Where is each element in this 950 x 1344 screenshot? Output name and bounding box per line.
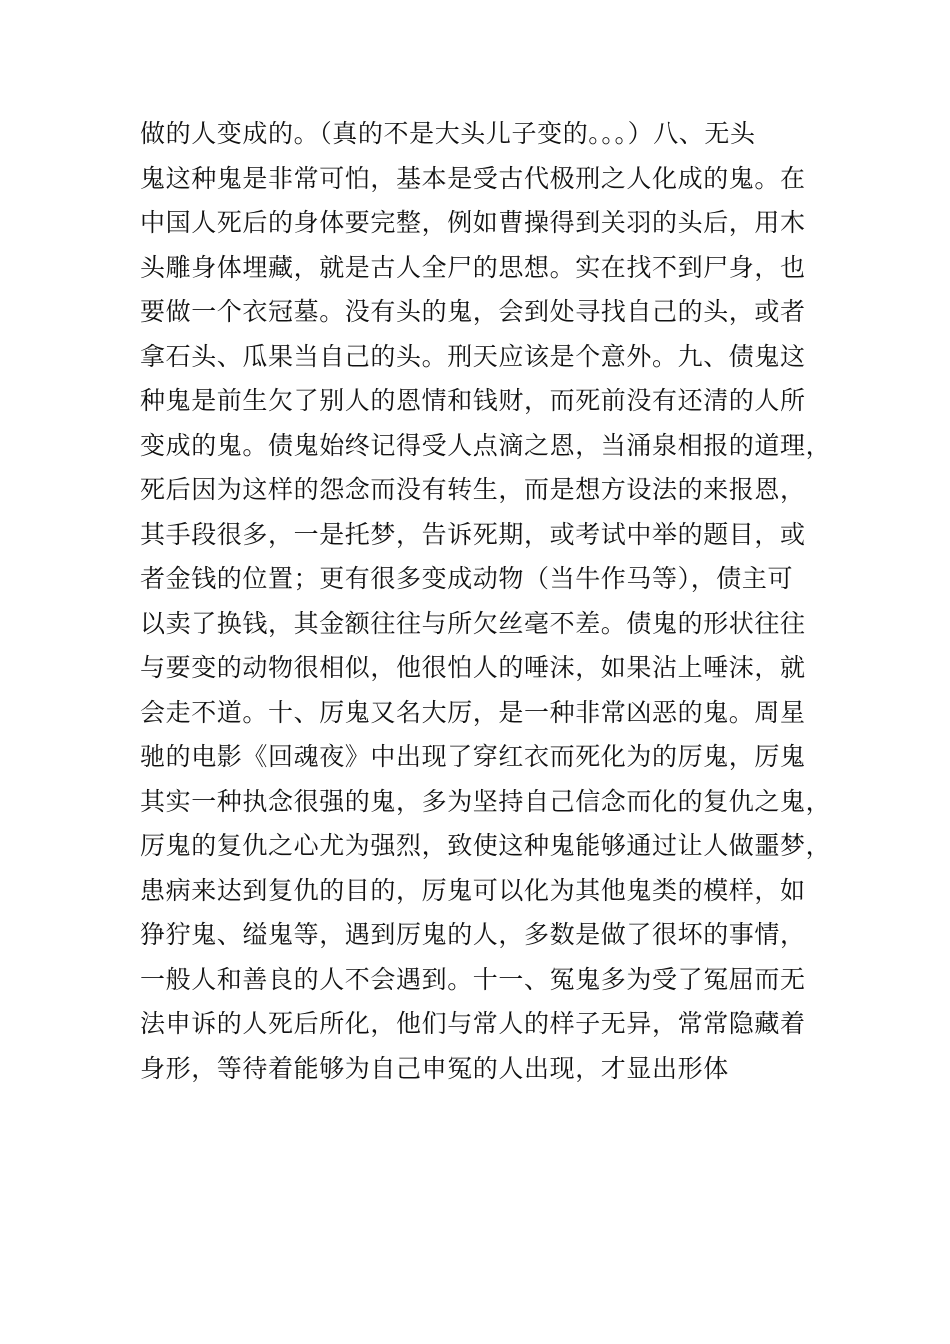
text-line: 身形，等待着能够为自己申冤的人出现，才显出形体 [140,1053,729,1083]
text-line: 患病来达到复仇的目的，厉鬼可以化为其他鬼类的模样，如 [140,875,806,905]
text-line: 做的人变成的。（真的不是大头儿子变的。。。）八、无头 [140,119,756,148]
text-line: 狰狞鬼、缢鬼等，遇到厉鬼的人，多数是做了很坏的事情， [140,920,806,949]
text-line: 一般人和善良的人不会遇到。十一、冤鬼多为受了冤屈而无 [140,964,806,994]
text-line: 死后因为这样的怨念而没有转生，而是想方设法的来报恩， [140,475,806,504]
text-line: 鬼这种鬼是非常可怕，基本是受古代极刑之人化成的鬼。在 [140,163,806,193]
text-line: 变成的鬼。债鬼始终记得受人点滴之恩，当涌泉相报的道理， [140,430,832,460]
text-line: 其实一种执念很强的鬼，多为坚持自己信念而化的复仇之鬼， [140,786,832,816]
text-line: 头雕身体埋藏，就是古人全尸的思想。实在找不到尸身，也 [140,252,806,282]
text-line: 种鬼是前生欠了别人的恩情和钱财，而死前没有还清的人所 [140,386,806,415]
text-line: 驰的电影《回魂夜》中出现了穿红衣而死化为的厉鬼，厉鬼 [140,742,806,771]
text-line: 要做一个衣冠墓。没有头的鬼，会到处寻找自己的头，或者 [140,297,806,326]
text-line: 者金钱的位置；更有很多变成动物（当牛作马等），债主可 [140,564,794,593]
text-line: 与要变的动物很相似，他很怕人的唾沫，如果沾上唾沫，就 [140,653,806,682]
text-line: 其手段很多，一是托梦，告诉死期，或考试中举的题目，或 [140,519,806,549]
text-line: 厉鬼的复仇之心尤为强烈，致使这种鬼能够通过让人做噩梦， [140,831,832,860]
text-line: 以卖了换钱，其金额往往与所欠丝毫不差。债鬼的形状往往 [140,608,806,638]
text-line: 拿石头、瓜果当自己的头。刑天应该是个意外。九、债鬼这 [140,341,806,371]
text-line: 中国人死后的身体要完整，例如曹操得到关羽的头后，用木 [140,208,806,237]
text-line: 会走不道。十、厉鬼又名大厉，是一种非常凶恶的鬼。周星 [140,697,806,727]
body-text [140,112,832,1091]
text-line: 法申诉的人死后所化，他们与常人的样子无异，常常隐藏着 [140,1009,806,1038]
